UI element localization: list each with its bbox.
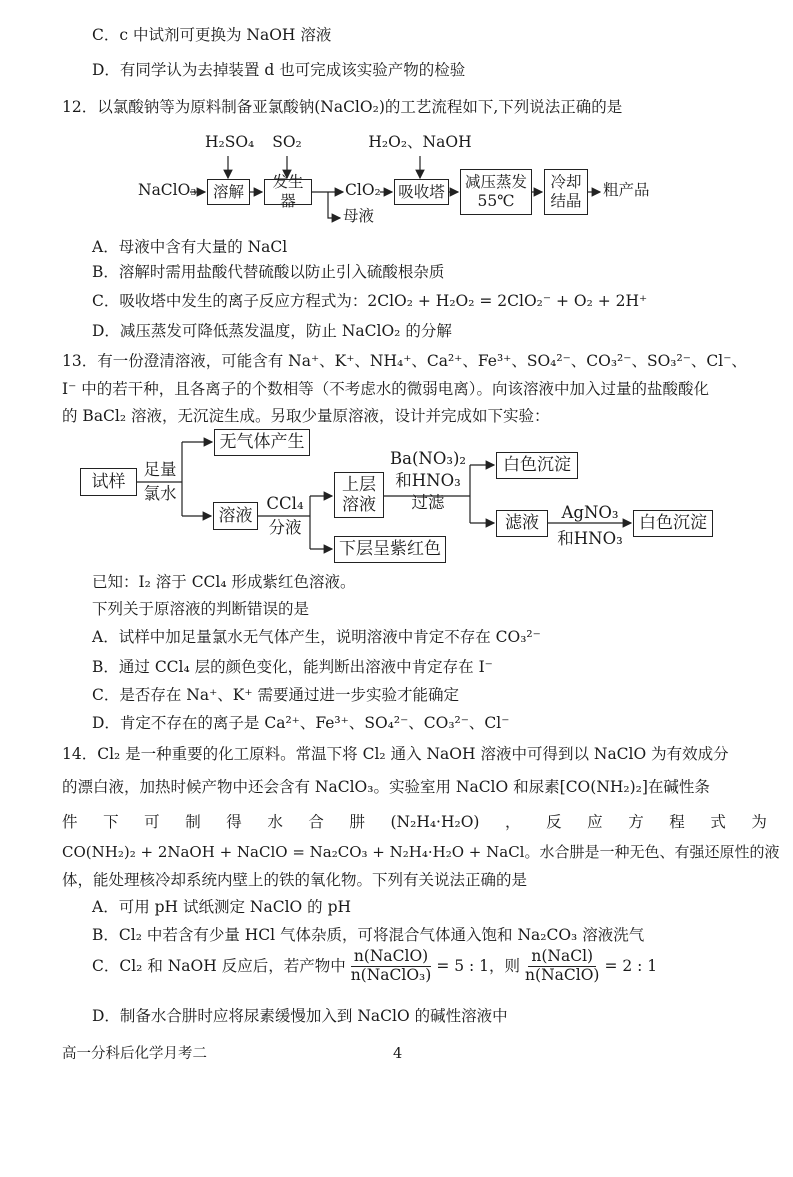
q12-option-d: D．减压蒸发可降低蒸发温度，防止 NaClO₂ 的分解 bbox=[92, 322, 452, 340]
q14-line3-char: 可 bbox=[144, 813, 160, 831]
q12-evap-line1: 减压蒸发 bbox=[464, 173, 527, 192]
q12-reagent-h2o2-naoh: H₂O₂、NaOH bbox=[368, 133, 472, 151]
q13-reagent4-line1: AgNO₃ bbox=[561, 503, 619, 522]
q12-reagent-so2: SO₂ bbox=[272, 133, 302, 151]
q12-option-b: B．溶解时需用盐酸代替硫酸以防止引入硫酸根杂质 bbox=[92, 263, 445, 281]
q14-frac1-denominator: n(NaClO₃) bbox=[350, 965, 432, 984]
q12-reagent-h2so4: H₂SO₄ bbox=[205, 133, 255, 151]
q13-option-b: B．通过 CCl₄ 层的颜色变化，能判断出溶液中肯定存在 I⁻ bbox=[92, 658, 493, 676]
q12-stem: 12．以氯酸钠等为原料制备亚氯酸钠(NaClO₂)的工艺流程如下,下列说法正确的是 bbox=[62, 98, 623, 116]
q14-line3-char: 合 bbox=[308, 813, 324, 831]
q14-line3 bbox=[62, 811, 767, 833]
q11-option-c: C．c 中试剂可更换为 NaOH 溶液 bbox=[92, 26, 332, 44]
q12-box-absorber: 吸收塔 bbox=[394, 179, 449, 205]
q11-option-d: D．有同学认为去掉装置 d 也可完成该实验产物的检验 bbox=[92, 61, 466, 79]
q14-optc-suffix: = 2 : 1 bbox=[604, 957, 658, 976]
q14-option-d: D．制备水合肼时应将尿素缓慢加入到 NaClO 的碱性溶液中 bbox=[92, 1007, 508, 1025]
q13-upper-line2: 溶液 bbox=[342, 495, 376, 515]
q14-line3-char: 式 bbox=[710, 813, 726, 831]
q14-line3-char: 应 bbox=[587, 813, 603, 831]
q13-stem-line2: I⁻ 中的若干种，且各离子的个数相等（不考虑水的微弱电离）。向该溶液中加入过量的盐酸酸化 bbox=[62, 380, 709, 398]
q12-option-c: C．吸收塔中发生的离子反应方程式为：2ClO₂ + H₂O₂ = 2ClO₂⁻ + O₂ + 2H⁺ bbox=[92, 292, 648, 310]
q12-cryst-line1: 冷却 bbox=[550, 173, 582, 192]
q12-option-a: A．母液中含有大量的 NaCl bbox=[92, 238, 288, 256]
q14-optc-prefix: C．Cl₂ 和 NaOH 反应后，若产物中 bbox=[92, 957, 346, 976]
q14-optc-fraction-1 bbox=[348, 948, 435, 985]
q13-reagent4-line2: 和HNO₃ bbox=[557, 529, 623, 548]
q12-clo2: ClO₂ bbox=[345, 181, 381, 199]
q14-option-b: B．Cl₂ 中若含有少量 HCl 气体杂质，可将混合气体通入饱和 Na₂CO₃ 溶液洗气 bbox=[92, 926, 645, 944]
q14-line3-char: 为 bbox=[751, 813, 767, 831]
q14-line5: 体，能处理核冷却系统内壁上的铁的氧化物。下列有关说法正确的是 bbox=[62, 871, 528, 889]
q14-line3-char: ， bbox=[505, 813, 521, 831]
q13-question: 下列关于原溶液的判断错误的是 bbox=[92, 600, 310, 618]
q14-frac2-numerator: n(NaCl) bbox=[528, 948, 596, 967]
q13-box-white-ppt-1: 白色沉淀 bbox=[496, 452, 578, 479]
q14-option-a: A．可用 pH 试纸测定 NaClO 的 pH bbox=[92, 898, 352, 916]
q14-line3-char: 反 bbox=[546, 813, 562, 831]
q13-reagent-bano3 bbox=[388, 448, 468, 514]
q14-line1: 14．Cl₂ 是一种重要的化工原料。常温下将 Cl₂ 通入 NaOH 溶液中可得到以 NaClO 为有效成分 bbox=[62, 745, 729, 763]
q13-reagent3-line3: 过滤 bbox=[411, 493, 445, 512]
q12-box-generator: 发生器 bbox=[264, 179, 312, 205]
q13-reagent-chlorine-water bbox=[140, 458, 180, 506]
q14-line3-char: 水 bbox=[267, 813, 283, 831]
q13-box-filtrate: 滤液 bbox=[496, 510, 548, 537]
q14-line3-char: 方 bbox=[628, 813, 644, 831]
q14-line3-char: 下 bbox=[103, 813, 119, 831]
q14-line2: 的漂白液，加热时候产物中还会含有 NaClO₃。实验室用 NaClO 和尿素[CO(NH₂)₂]在碱性条 bbox=[62, 778, 710, 796]
q12-mother-liquor: 母液 bbox=[343, 207, 375, 225]
q14-line3-formula: (N₂H₄·H₂O) bbox=[390, 813, 480, 831]
q14-optc-fraction-2 bbox=[522, 948, 602, 985]
q13-box-sample: 试样 bbox=[80, 468, 137, 496]
q13-box-no-gas: 无气体产生 bbox=[214, 429, 310, 456]
q13-reagent1-line2: 氯水 bbox=[143, 484, 177, 503]
q13-box-solution: 溶液 bbox=[213, 502, 258, 530]
q13-upper-line1: 上层 bbox=[342, 474, 376, 495]
q13-reagent-agno3 bbox=[552, 500, 628, 552]
q13-option-d: D．肯定不存在的离子是 Ca²⁺、Fe³⁺、SO₄²⁻、CO₃²⁻、Cl⁻ bbox=[92, 714, 510, 732]
q13-reagent2-line1: CCl₄ bbox=[266, 494, 304, 513]
q12-input-naclo3: NaClO₃ bbox=[138, 181, 197, 199]
q13-stem-line1: 13．有一份澄清溶液，可能含有 Na⁺、K⁺、NH₄⁺、Ca²⁺、Fe³⁺、SO₄²⁻、CO₃²⁻、SO₃²⁻、Cl⁻、 bbox=[62, 352, 747, 370]
q14-line3-char: 程 bbox=[669, 813, 685, 831]
q14-line3-char: 制 bbox=[185, 813, 201, 831]
q14-line3-char: 得 bbox=[226, 813, 242, 831]
q14-line3-char: 肼 bbox=[349, 813, 365, 831]
q13-option-c: C．是否存在 Na⁺、K⁺ 需要通过进一步实验才能确定 bbox=[92, 686, 459, 704]
q13-reagent3-line1: Ba(NO₃)₂ bbox=[389, 449, 467, 468]
q13-option-a: A．试样中加足量氯水无气体产生，说明溶液中肯定不存在 CO₃²⁻ bbox=[92, 628, 541, 646]
q13-reagent2-line2: 分液 bbox=[268, 518, 302, 537]
q13-box-white-ppt-2: 白色沉淀 bbox=[633, 510, 713, 537]
q13-stem-line3: 的 BaCl₂ 溶液，无沉淀生成。另取少量原溶液，设计并完成如下实验： bbox=[62, 407, 550, 425]
q14-line4-equation: CO(NH₂)₂ + 2NaOH + NaClO = Na₂CO₃ + N₂H₄·H₂O + NaCl。水合肼是一种无色、有强还原性的液 bbox=[62, 843, 780, 861]
q14-optc-middle: = 5 : 1，则 bbox=[436, 957, 521, 976]
footer-page-number: 4 bbox=[393, 1046, 403, 1062]
q12-cryst-line2: 结晶 bbox=[550, 192, 582, 210]
q14-option-c bbox=[92, 948, 657, 985]
q12-box-dissolve: 溶解 bbox=[207, 179, 250, 205]
q13-reagent-ccl4 bbox=[262, 492, 308, 540]
q13-reagent3-line2: 和HNO₃ bbox=[395, 471, 461, 490]
q12-evap-line2: 55℃ bbox=[477, 192, 515, 210]
q12-output: 粗产品 bbox=[603, 181, 650, 199]
footer-exam-title: 高一分科后化学月考二 bbox=[62, 1046, 207, 1062]
q13-box-lower-layer: 下层呈紫红色 bbox=[334, 536, 446, 563]
q13-known: 已知：I₂ 溶于 CCl₄ 形成紫红色溶液。 bbox=[92, 573, 356, 591]
q14-frac2-denominator: n(NaClO) bbox=[525, 965, 600, 984]
q14-line3-char: 件 bbox=[62, 813, 78, 831]
q14-frac1-numerator: n(NaClO) bbox=[351, 948, 431, 967]
q13-box-upper-layer bbox=[334, 472, 384, 518]
q13-reagent1-line1: 足量 bbox=[143, 460, 177, 479]
